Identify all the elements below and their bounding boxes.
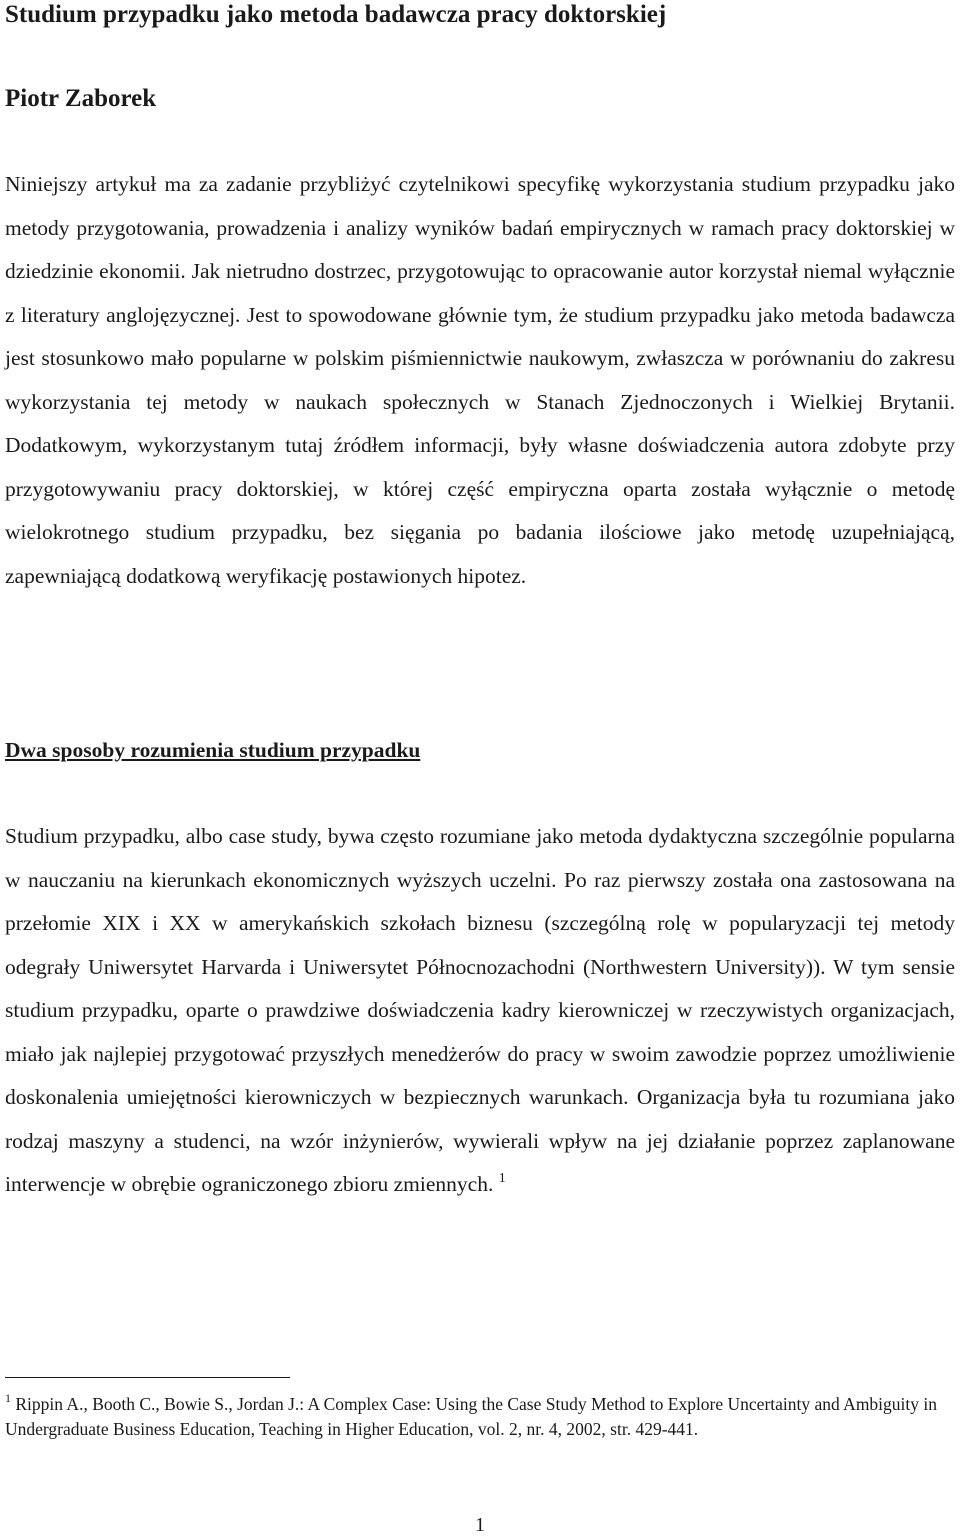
section-paragraph [5,815,955,1207]
author-name: Piotr Zaborek [5,85,157,112]
footnote-text: Rippin A., Booth C., Bowie S., Jordan J.: A Complex Case: Using the Case Study Method to Explore Uncertainty and Ambiguity in Undergraduate Business Education, Teaching in Higher Education, vol. 2, nr. 4, 2002, str. 429-441. [5,1394,938,1439]
intro-paragraph-text: Niniejszy artykuł ma za zadanie przybliżyć czytelnikowi specyfikę wykorzystania studium przypadku jako metody przygotowania, prowadzenia i analizy wyników badań empirycznych w ramach pracy doktorskiej w dziedzinie ekonomii. Jak nietrudno dostrzec, przygotowując to opracowanie autor korzystał niemal wyłącznie z literatury anglojęzycznej. Jest to spowodowane głównie tym, że studium przypadku jako metoda badawcza jest stosunkowo mało popularne w polskim piśmiennictwie naukowym, zwłaszcza w porównaniu do zakresu wykorzystania tej metody w naukach społecznych w Stanach Zjednoczonych i Wielkiej Brytanii. Dodatkowym, wykorzystanym tutaj źródłem informacji, były własne doświadczenia autora zdobyte przy przygotowywaniu pracy doktorskiej, w której część empiryczna oparta została wyłącznie o metodę wielokrotnego studium przypadku, bez sięgania po badania ilościowe jako metodę uzupełniającą, zapewniającą dodatkową weryfikację postawionych hipotez. [5,172,955,588]
section-heading: Dwa sposoby rozumienia studium przypadku [5,738,421,762]
footnote [5,1392,955,1442]
document-title: Studium przypadku jako metoda badawcza pracy doktorskiej [5,1,667,28]
footnote-marker: 1 [5,1391,11,1405]
intro-paragraph [5,163,955,598]
page-number: 1 [475,1514,485,1536]
footnote-reference[interactable]: 1 [498,1171,506,1186]
footnote-separator [5,1377,290,1378]
section-paragraph-text: Studium przypadku, albo case study, bywa często rozumiane jako metoda dydaktyczna szczególnie popularna w nauczaniu na kierunkach ekonomicznych wyższych uczelni. Po raz pierwszy została ona zastosowana na przełomie XIX i XX w amerykańskich szkołach biznesu (szczególną rolę w popularyzacji tej metody odegrały Uniwersytet Harvarda i Uniwersytet Północnozachodni (Northwestern University)). W tym sensie studium przypadku, oparte o prawdziwe doświadczenia kadry kierowniczej w rzeczywistych organizacjach, miało jak najlepiej przygotować przyszłych menedżerów do pracy w swoim zawodzie poprzez umożliwienie doskonalenia umiejętności kierowniczych w bezpiecznych warunkach. Organizacja była tu rozumiana jako rodzaj maszyny a studenci, na wzór inżynierów, wywierali wpływ na jej działanie poprzez zaplanowane interwencje w obrębie ograniczonego zbioru zmiennych. [5,824,955,1196]
